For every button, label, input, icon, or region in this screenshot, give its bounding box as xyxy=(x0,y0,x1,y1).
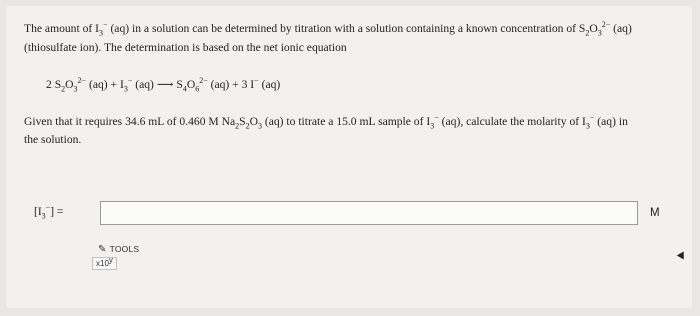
question-card xyxy=(6,6,692,308)
reaction-arrow: ⟶ xyxy=(156,78,174,91)
net-ionic-equation: 2 $S_2O_3^{2-}$ $(aq) + I_3^-$ (aq) ⟶ $S_4O_6^{2-}$ (aq) + 3 I− (aq) xyxy=(46,76,281,94)
given-line-1: Given that it requires 34.6 mL of 0.460 M $Na_2S_2O_3$ (aq) to titrate a 15.0 mL sample of $I_3^-$ (aq), calculate the molarity of $I_3^-$ (aq) in xyxy=(24,113,628,131)
tools-button[interactable]: ✎ TOOLS xyxy=(98,244,140,255)
answer-label: $[I_3^-]$ = xyxy=(34,203,64,221)
problem-line-2: (thiosulfate ion). The determination is based on the net ionic equation xyxy=(24,41,347,54)
pencil-icon: ✎ xyxy=(98,244,107,255)
given-line-2: the solution. xyxy=(24,133,82,146)
unit-label: M xyxy=(650,207,660,219)
molarity-answer-input[interactable] xyxy=(100,201,638,225)
scientific-notation-button[interactable]: x10$^y$ xyxy=(92,257,117,270)
problem-line-1: The amount of $I_3^-$ (aq) in a solution can be determined by titration with a solution containing a known concentration of $S_2O_3^{2-}$ (aq) xyxy=(24,20,632,38)
